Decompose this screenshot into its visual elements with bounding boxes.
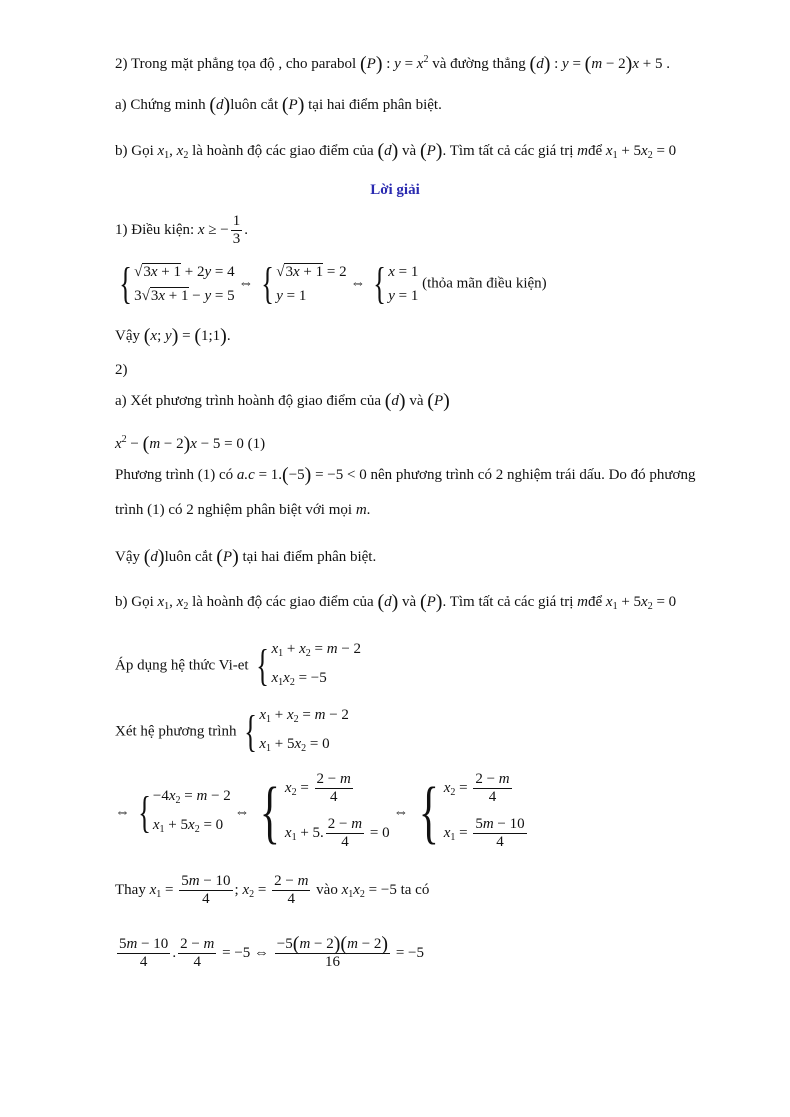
solution-1-conclusion: Vậy (x; y) = (1;1).	[115, 325, 231, 347]
solution-2b-solve: ⇔ { $-4x_2 = m - 2$ $x_1 + 5x_2 = 0$ ⇔ { $x_2$ = $\frac{2 - m}{4}$ $x_1 + 5$. $\frac{2 - m}{4}$ = 0 ⇔ { $x_2$ = $\frac{2 - m}{4}$ $x_1$ = $\frac{5m - 10}{4}$	[115, 771, 525, 851]
solution-1-condition: 1) Điều kiện: x ≥ − $\frac{1}{3}$ .	[115, 213, 249, 247]
solution-2a-equation: $x^2 - (m - 2)x - 5 = 0$ (1)	[115, 433, 266, 455]
solution-title: Lời giải	[370, 182, 420, 198]
problem-2-statement: 2) Trong mặt phẳng tọa độ , cho parabol (P) : $y = x^2$ và đường thẳng (d) : y = (m − 2)x + 5 .	[115, 53, 670, 75]
problem-2a: a) Chứng minh (d)luôn cắt (P) tại hai điểm phân biệt.	[115, 94, 442, 116]
solution-2a-intro: a) Xét phương trình hoành độ giao điểm của (d) và (P)	[115, 390, 450, 412]
problem-2b: b) Gọi $x_1$, $x_2$ là hoành độ các giao điểm của (d) và (P). Tìm tất cả các giá trị mđể $x_1 + 5x_2 = 0$	[115, 140, 677, 162]
solution-2b-substitute: Thay $x_1$ = $\frac{5m - 10}{4}$ ; $x_2$ = $\frac{2 - m}{4}$ vào $x_1x_2 = -5$ ta có	[115, 873, 430, 907]
solution-1-system: { √3x + 1 + 2y = 4 3√3x + 1 − y = 5 ⇔ { √3x + 1 = 2 y = 1 ⇔ { x = 1 y = 1 (thỏa mãn điều kiện)	[119, 259, 547, 308]
solution-2a-paragraph-2: trình (1) có 2 nghiệm phân biệt với mọi m.	[115, 502, 371, 518]
solution-2b-system: Xét hệ phương trình { $x_1 + x_2 = m - 2$ $x_1 + 5x_2 = 0$	[115, 707, 349, 756]
solution-2b-intro: b) Gọi $x_1$, $x_2$ là hoành độ các giao điểm của (d) và (P). Tìm tất cả các giá trị mđể $x_1 + 5x_2 = 0$	[115, 591, 677, 613]
solution-2b-vieta: Áp dụng hệ thức Vi-et { $x_1 + x_2 = m - 2$ $x_1x_2 = -5$	[115, 641, 362, 690]
solution-2-label: 2)	[115, 362, 128, 378]
solution-2a-paragraph-1: Phương trình (1) có a.c = 1.(−5) = −5 < 0 nên phương trình có 2 nghiệm trái dấu. Do đó phương	[115, 464, 696, 486]
solution-2b-final-equation: $\frac{5m - 10}{4}$ . $\frac{2 - m}{4}$ = −5 ⇔ $\frac{-5(m - 2)(m - 2)}{16}$ = −5	[119, 933, 424, 970]
solution-2a-conclusion: Vậy (d)luôn cắt (P) tại hai điểm phân biệt.	[115, 546, 377, 568]
